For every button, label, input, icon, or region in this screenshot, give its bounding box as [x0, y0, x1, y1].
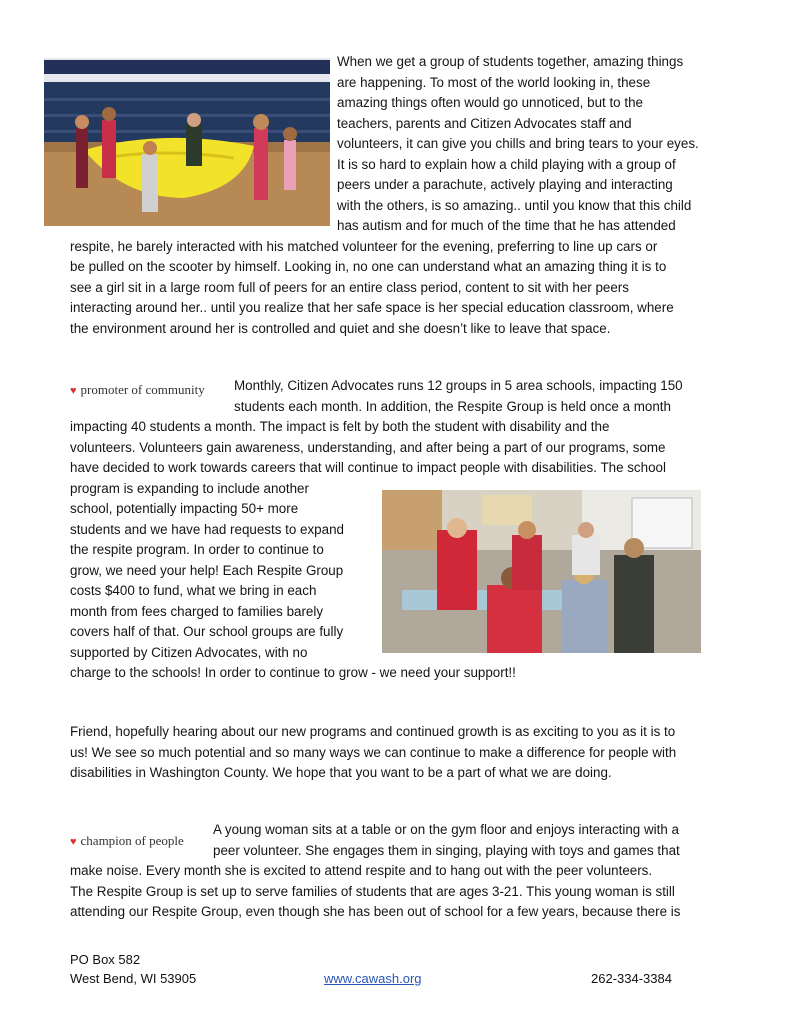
text-line: volunteers. Volunteers gain awareness, understanding, and after being a part of our programs, some	[70, 439, 666, 455]
text-line: see a girl sit in a large room full of peers for an entire class period, content to sit with her peers	[70, 279, 629, 295]
story-paragraph	[70, 820, 730, 923]
text-line: amazing things often would go unnoticed, but to the	[337, 95, 643, 110]
text-line: be pulled on the scooter by himself. Looking in, no one can understand what an amazing thing it is to	[70, 259, 667, 274]
text-line: peer volunteer. She engages them in singing, playing with toys and games that	[213, 842, 680, 858]
text-line: supported by Citizen Advocates, with no	[70, 644, 308, 660]
text-line: covers half of that. Our school groups are fully	[70, 624, 344, 639]
intro-paragraph	[70, 52, 730, 339]
text-line: grow, we need your help! Each Respite Group	[70, 562, 344, 578]
text-line: When we get a group of students together, amazing things	[337, 54, 684, 69]
text-line: costs $400 to fund, what we bring in each	[70, 583, 317, 598]
text-line: has autism and for much of the time that he has attended	[337, 218, 676, 233]
text-line: students and we have had requests to expand	[70, 521, 344, 537]
text-line: school, potentially impacting 50+ more	[70, 501, 299, 516]
footer-address-line1: PO Box 582	[70, 952, 141, 967]
heart-icon: ♥	[70, 836, 77, 848]
tag-label: promoter of community	[80, 382, 205, 397]
text-line: charge to the schools! In order to continue to grow - we need your support!!	[70, 665, 516, 680]
heart-icon: ♥	[70, 385, 77, 397]
text-line: the environment around her is controlled and quiet and she doesn’t like to leave that space.	[70, 320, 611, 336]
text-line: month from fees charged to families barely	[70, 603, 324, 619]
text-line: program is expanding to include another	[70, 480, 309, 496]
text-line: respite, he barely interacted with his matched volunteer for the evening, preferring to line up cars or	[70, 238, 658, 254]
text-line: have decided to work towards careers that will continue to impact people with disabilities. The school	[70, 460, 666, 475]
text-line: The Respite Group is set up to serve families of students that are ages 3-21. This young woman is still	[70, 883, 675, 899]
text-line: make noise. Every month she is excited to attend respite and to hang out with the peer volunteers.	[70, 863, 653, 878]
tag-label: champion of people	[80, 833, 184, 848]
text-line: are happening. To most of the world looking in, these	[337, 74, 651, 90]
footer-website-link[interactable]: www.cawash.org	[324, 971, 422, 986]
text-line: It is so hard to explain how a child playing with a group of	[337, 156, 676, 172]
text-line: Friend, hopefully hearing about our new programs and continued growth is as exciting to you as it is to	[70, 724, 676, 739]
text-line: teachers, parents and Citizen Advocates staff and	[337, 115, 632, 131]
text-line: volunteers, it can give you chills and bring tears to your eyes.	[337, 136, 699, 151]
text-line: the respite program. In order to continue to	[70, 542, 324, 557]
text-line: attending our Respite Group, even though she has been out of school for a few years, because there is	[70, 904, 681, 919]
text-line: A young woman sits at a table or on the gym floor and enjoys interacting with a	[213, 822, 679, 837]
text-line: interacting around her.. until you realize that her safe space is her special education classroom, where	[70, 300, 674, 315]
text-line: Monthly, Citizen Advocates runs 12 groups in 5 area schools, impacting 150	[234, 378, 683, 393]
footer-address-line2: West Bend, WI 53905	[70, 971, 197, 986]
text-line: students each month. In addition, the Respite Group is held once a month	[234, 398, 671, 414]
text-line: disabilities in Washington County. We hope that you want to be a part of what we are doing.	[70, 765, 612, 780]
footer-phone: 262-334-3384	[591, 971, 672, 986]
programs-paragraph	[70, 376, 730, 684]
text-line: peers under a parachute, actively playing and interacting	[337, 177, 673, 192]
friend-paragraph	[70, 722, 730, 784]
text-line: with the others, is so amazing.. until you know that this child	[337, 197, 692, 213]
text-line: us! We see so much potential and so many ways we can continue to make a difference for people with	[70, 744, 677, 760]
text-line: impacting 40 students a month. The impact is felt by both the student with disability and the	[70, 419, 610, 434]
